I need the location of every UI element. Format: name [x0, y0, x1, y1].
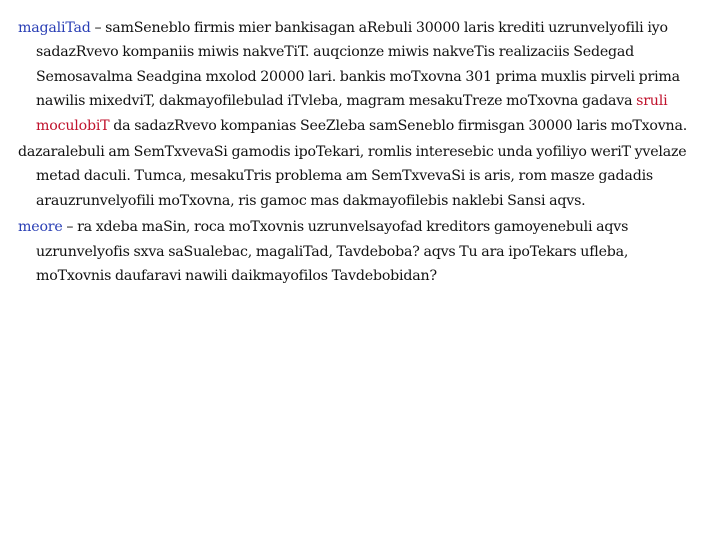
- paragraph-text: dazaralebuli am SemTxvevaSi gamodis ipoTekari, romlis interesebic unda yofiliyo weriT yvelaze metad daculi. Tumca, mesakuTris problema am SemTxvevaSi is aris, rom masze gadadis arauzrunvelyofili moTxovna, ris gamoc mas dakmayofilebis naklebi Sansi aqvs.: [18, 144, 687, 209]
- paragraph-text: da sadazRvevo kompanias SeeZleba samSeneblo firmisgan 30000 laris moTxovna.: [109, 117, 688, 134]
- paragraph-text: samSeneblo firmis mier bankisagan aRebuli 30000 laris krediti uzrunvelyofili iyo sadazRvevo kompaniis miwis nakveTiT. auqcionze miwis nakveTis realizaciis Sedegad Semosavalma Seadgina mxolod 20000 lari. bankis moTxovna 301 prima muxlis pirveli prima nawilis mixedviT, dakmayofilebulad iTvleba, magram mesakuTreze moTxovna gadava: [36, 20, 680, 110]
- paragraph-example-two: [18, 215, 704, 288]
- paragraph-text: ra xdeba maSin, roca moTxovnis uzrunvelsayofad kreditors gamoyenebuli aqvs uzrunvelyofis sxva saSualebac, magaliTad, Tavdeboba? aqvs Tu ara ipoTekars ufleba, moTxovnis daufaravi nawili daikmayofilos Tavdebobidan?: [36, 219, 629, 285]
- example-label: magaliTad: [18, 20, 91, 36]
- paragraph-explanation: [18, 140, 704, 213]
- second-label: meore: [18, 219, 63, 236]
- label-separator: –: [62, 219, 78, 236]
- paragraph-example-one: [18, 16, 704, 138]
- highlighted-phrase: sruli moculobiT: [36, 93, 668, 134]
- label-separator: –: [90, 20, 106, 36]
